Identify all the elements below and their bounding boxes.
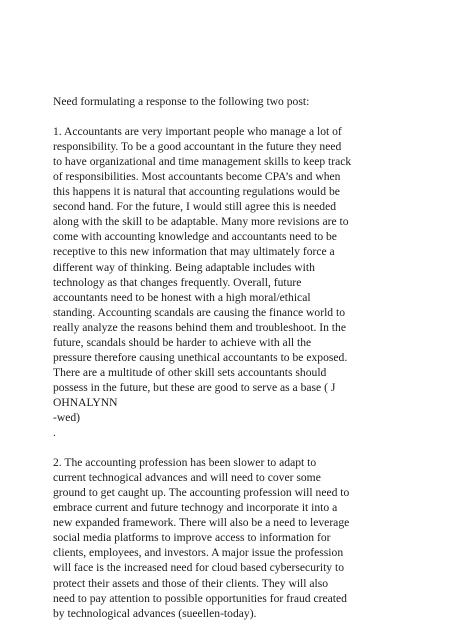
paragraph-gap <box>53 440 415 455</box>
post-line: by technological advances (sueellen-today). <box>53 606 257 620</box>
post-line: embrace current and future technogy and incorporate it into a <box>53 501 338 515</box>
post-line: really analyze the reasons behind them and troubleshoot. In the <box>53 320 346 334</box>
post-line: 1. Accountants are very important people who manage a lot of <box>53 125 342 139</box>
intro-text: Need formulating a response to the following two post: <box>53 95 310 108</box>
post-line: new expanded framework. There will also be a need to leverage <box>53 516 350 530</box>
post-line: 2. The accounting profession has been slower to adapt to <box>53 456 317 470</box>
post-line: ground to get caught up. The accounting profession will need to <box>53 486 350 500</box>
post-line: will face is the increased need for cloud based cybersecurity to <box>53 561 345 575</box>
post-line: current technogical advances and will need to cover some <box>53 471 321 485</box>
post-line: protect their assets and those of their clients. They will also <box>53 576 329 590</box>
post-line: accountants need to be honest with a high moral/ethical <box>53 290 311 304</box>
post-line: to have organizational and time management skills to keep track <box>53 155 352 169</box>
post-line: clients, employees, and investors. A major issue the profession <box>53 546 344 560</box>
post-line: pressure therefore causing unethical accountants to be exposed. <box>53 350 348 364</box>
post-line: need to pay attention to possible opportunities for fraud created <box>53 591 347 605</box>
post-line: of responsibilities. Most accountants become CPA’s and when <box>53 170 341 184</box>
post-line: There are a multitude of other skill sets accountants should <box>53 365 327 379</box>
post-line: future, scandals should be harder to achieve with all the <box>53 335 312 349</box>
post-line: this happens it is natural that accounting regulations would be <box>53 185 340 199</box>
post-line: OHNALYNN <box>53 395 118 409</box>
post-1 <box>53 124 415 440</box>
post-line: -wed) <box>53 410 81 424</box>
post-line: receptive to this new information that may ultimately force a <box>53 245 335 259</box>
post-line: technology as that changes frequently. Overall, future <box>53 275 302 289</box>
post-line: standing. Accounting scandals are causing the finance world to <box>53 305 346 319</box>
post-line: possess in the future, but these are good to serve as a base ( J <box>53 380 336 394</box>
post-2 <box>53 455 415 621</box>
post-line: second hand. For the future, I would still agree this is needed <box>53 200 337 214</box>
post-line: . <box>53 426 56 440</box>
post-line: along with the skill to be adaptable. Many more revisions are to <box>53 215 349 229</box>
post-line: different way of thinking. Being adaptable includes with <box>53 260 315 274</box>
post-line: social media platforms to improve access to information for <box>53 531 331 545</box>
post-line: responsibility. To be a good accountant in the future they need <box>53 140 342 154</box>
paragraph-gap <box>53 109 415 124</box>
post-line: come with accounting knowledge and accountants need to be <box>53 230 337 244</box>
document-body <box>53 94 415 621</box>
